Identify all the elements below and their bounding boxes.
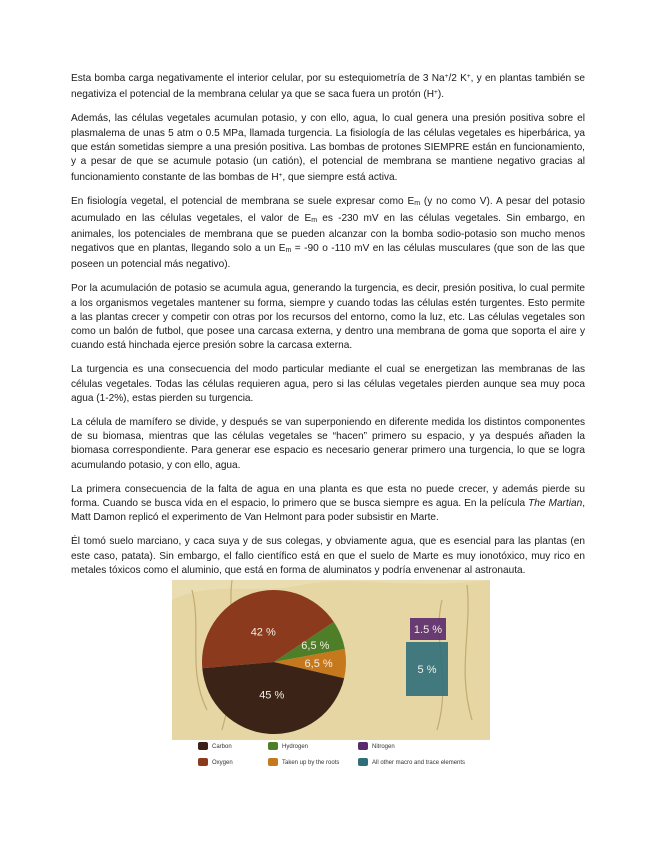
pie-slice-label: 42 % (250, 626, 276, 639)
paragraph (71, 535, 585, 578)
paragraph (71, 70, 585, 102)
paragraph-text-run: ). (437, 89, 444, 101)
paragraph-text-run: + (434, 89, 438, 97)
document-body (71, 70, 585, 588)
paragraph-text-run: The Martian (528, 498, 583, 510)
legend-label: Taken up by the roots (282, 760, 340, 766)
legend-swatch (358, 758, 368, 766)
paragraph-text-run: m (285, 247, 292, 255)
paragraph-text-run: (y no como V). A pesar del potasio acumulado en las células vegetales, el valor de E (71, 196, 585, 224)
paragraph (71, 416, 585, 473)
small-element-bars (406, 618, 448, 696)
paragraph (71, 363, 585, 406)
pie-slice-label: 6,5 % (301, 640, 330, 653)
legend-swatch (268, 758, 278, 766)
element-bar-label: 5 % (417, 664, 437, 676)
biomass-composition-illustration (172, 580, 490, 776)
paragraph-text-run: m (311, 216, 318, 224)
paragraph-text-run: m (414, 200, 421, 208)
paragraph (71, 195, 585, 272)
legend (198, 742, 465, 766)
legend-swatch (358, 742, 368, 750)
paragraph (71, 483, 585, 526)
paragraph-text-run: Por la acumulación de potasio se acumula agua, generando la turgencia, es decir, presión positiva, lo cual permite a los organismos vegetales mantener su forma, siempre y cuando todas las células estén turgentes. Esto permite a las plantas crecer y competir con otras por los recursos del entorno, como la luz, etc. Las células vegetales son como un balón de futbol, que posee una carcasa externa, y dentro una membrana de goma que soporta el aire y cuando está hinchada ejerce presión sobre la carcasa externa. (71, 283, 585, 352)
element-bar-label: 1.5 % (413, 624, 443, 636)
paragraph-text-run: Esta bomba carga negativamente el interior celular, por su estequiometría de 3 Na (71, 73, 445, 84)
paragraph-text-run: , que siempre está activa. (282, 172, 398, 184)
legend-label: Carbon (212, 744, 232, 750)
paragraph-text-run: + (466, 73, 471, 80)
paragraph-text-run: Además, las células vegetales acumulan potasio, y con ello, agua, lo cual genera una presión positiva sobre el plasmalema de unas 5 atm o 0.5 MPa, llamada turgencia. La fisiología de las células vegetales es hiperbárica, ya que están sometidas siempre a una presión positiva. Las bombas de protones SIEMPRE están en funcionamiento, y a pesar de que se acumule potasio (un catión), el potencial de membrana se mantiene negativo gracias al funcionamiento constante de las bombas de H (71, 113, 585, 184)
paragraph-text-run: , Matt Damon replicó el experimento de Van Helmont para poder subsistir en Marte. (71, 498, 586, 524)
paragraph-text-run: + (444, 73, 449, 80)
paragraph-text-run: es -230 mV en las células vegetales. Sin embargo, en animales, los potenciales de membrana que se pueden alcanzar con la bomba sodio-potasio son mucho menos negativos que en plantas, llegando solo a un E (71, 212, 585, 255)
pie-slice-label: 45 % (259, 689, 285, 702)
paragraph-text-run: La turgencia es una consecuencia del modo particular mediante el cual se energetizan las membranas de las células vegetales. Todas las células requieren agua, pero si las células vegetales pierden aunque sea muy poca agua (1-2%), estas pierden su turgencia. (71, 364, 585, 404)
paragraph-text-run: Él tomó suelo marciano, y caca suya y de sus colegas, y obviamente agua, que es esencial para las plantas (en este caso, patata). Sin embargo, el fallo científico está en que el suelo de Marte es muy ionotóxico, muy rico en metales tóxicos como el aluminio, que está en forma de aluminatos y podría envenenar al astronauta. (71, 536, 585, 576)
paragraph-text-run: La primera consecuencia de la falta de agua en una planta es que esta no puede crecer, y además pierde su forma. Cuando se busca vida en el espacio, lo primero que se busca siempre es agua. En la película (71, 483, 585, 510)
paragraph-text-run: = -90 o -110 mV en las células musculares (que son de las que poseen un potencial más negativo). (71, 243, 585, 271)
paragraph (71, 282, 585, 353)
illustration-svg (172, 580, 490, 776)
paragraph-text-run: , y en plantas también se negativiza el potencial de la membrana celular ya que se saca fuera un protón (H (71, 73, 585, 101)
legend-label: Oxygen (212, 760, 233, 766)
paragraph (71, 112, 585, 185)
paragraph-text-run: /2 K (448, 73, 467, 84)
pie-slice-label: 6,5 % (304, 658, 333, 671)
paragraph-text-run: + (278, 172, 283, 180)
legend-label: Nitrogen (372, 744, 395, 750)
legend-swatch (198, 758, 208, 766)
legend-label: All other macro and trace elements (372, 760, 466, 766)
pie-chart (202, 590, 346, 734)
legend-swatch (268, 742, 278, 750)
paragraph-text-run: En fisiología vegetal, el potencial de membrana se suele expresar como E (71, 196, 415, 208)
paragraph-text-run: La célula de mamífero se divide, y después se van superponiendo en diferente medida los distintos componentes de su biomasa, mientras que las células vegetales se “hacen” primero su espacio, y ya después añaden la biomasa correspondiente. Para generar ese espacio es necesario generar primero una turgencia, lo que se logra acumulando potasio, y con ello, agua. (71, 417, 585, 471)
legend-swatch (198, 742, 208, 750)
legend-label: Hydrogen (282, 744, 309, 750)
